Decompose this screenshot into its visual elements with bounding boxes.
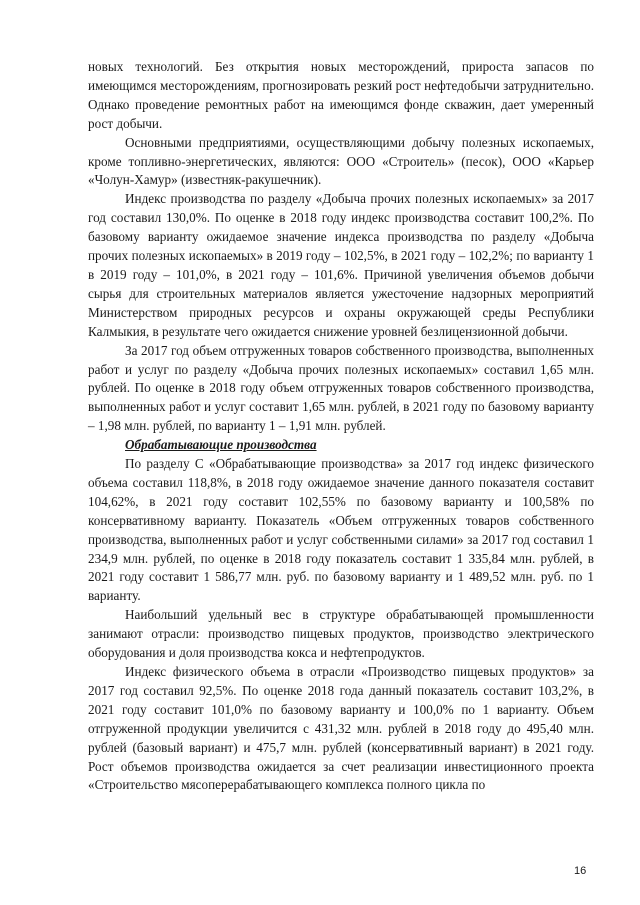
paragraph-main-enterprises: Основными предприятиями, осуществляющими добычу полезных ископаемых, кроме топливно-энергетических, являются: ООО «Строитель» (песок), ООО «Карьер «Чолун-Хамур» (известняк-ракушечник). bbox=[88, 134, 594, 188]
paragraph-industry-structure: Наибольший удельный вес в структуре обрабатывающей промышленности занимают отрасли: производство пищевых продуктов, производство электрического оборудования и доля производства кокса и нефтепродуктов. bbox=[88, 607, 594, 661]
page-number: 16 bbox=[574, 865, 587, 877]
paragraph-food-production: Индекс физического объема в отрасли «Производство пищевых продуктов» за 2017 год составил 92,5%. По оценке 2018 года данный показатель составит 103,2%, в 2021 году составит 101,0% по базовому варианту и 100,0% по 1 варианту. Объем отгруженной продукции увеличится с 431,32 млн. рублей в 2018 году до 495,40 млн. рублей (базовый вариант) и 475,7 млн. рублей (консервативный вариант) в 2021 году. Рост объемов производства ожидается за счет реализации инвестиционного проекта «Строительство мясоперерабатывающего комплекса полного цикла по bbox=[88, 664, 594, 793]
paragraph-mining-index: Индекс производства по разделу «Добыча прочих полезных ископаемых» за 2017 год составил 130,0%. По оценке в 2018 году индекс производства составит 100,2%. По базовому варианту ожидаемое значение индекса производства по разделу «Добыча прочих полезных ископаемых» в 2019 году – 102,5%, в 2021 году – 102,2%; по варианту 1 в 2019 году – 101,0%, в 2021 году – 101,6%. Причиной увеличения объемов добычи сырья для строительных материалов является ужесточение надзорных мероприятий Министерством природных ресурсов и охраны окружающей среды Республики Калмыкия, в результате чего ожидается снижение уровней безлицензионной добычи. bbox=[88, 191, 594, 339]
document-body bbox=[88, 58, 594, 795]
paragraph-manufacturing-index: По разделу С «Обрабатывающие производства» за 2017 год индекс физического объема составил 118,8%, в 2018 году ожидаемое значение данного показателя составит 104,62%, в 2021 году составит 102,55% по базовому варианту и 100,58% по консервативному варианту. Показатель «Объем отгруженных товаров собственного производства, выполненных работ и услуг собственными силами» за 2017 год составил 1 234,9 млн. рублей, по оценке в 2018 году показатель составит 1 335,84 млн. рублей, в 2021 году составит 1 586,77 млн. руб. по базовому варианту и 1 489,52 млн. руб. по 1 варианту. bbox=[88, 456, 594, 604]
paragraph-oil-outlook: новых технологий. Без открытия новых месторождений, прироста запасов по имеющимся месторождениям, прогнозировать резкий рост нефтедобычи затруднительно. Однако проведение ремонтных работ на имеющимся фонде скважин, дает умеренный рост добычи. bbox=[88, 59, 594, 131]
paragraph-mining-shipments: За 2017 год объем отгруженных товаров собственного производства, выполненных работ и услуг по разделу «Добыча прочих полезных ископаемых» составил 1,65 млн. рублей. По оценке в 2018 году объем отгруженных товаров собственного производства, выполненных работ и услуг составит 1,65 млн. рублей, в 2021 году по базовому варианту – 1,98 млн. рублей, по варианту 1 – 1,91 млн. рублей. bbox=[88, 342, 594, 434]
section-heading-manufacturing: Обрабатывающие производства bbox=[125, 437, 317, 453]
